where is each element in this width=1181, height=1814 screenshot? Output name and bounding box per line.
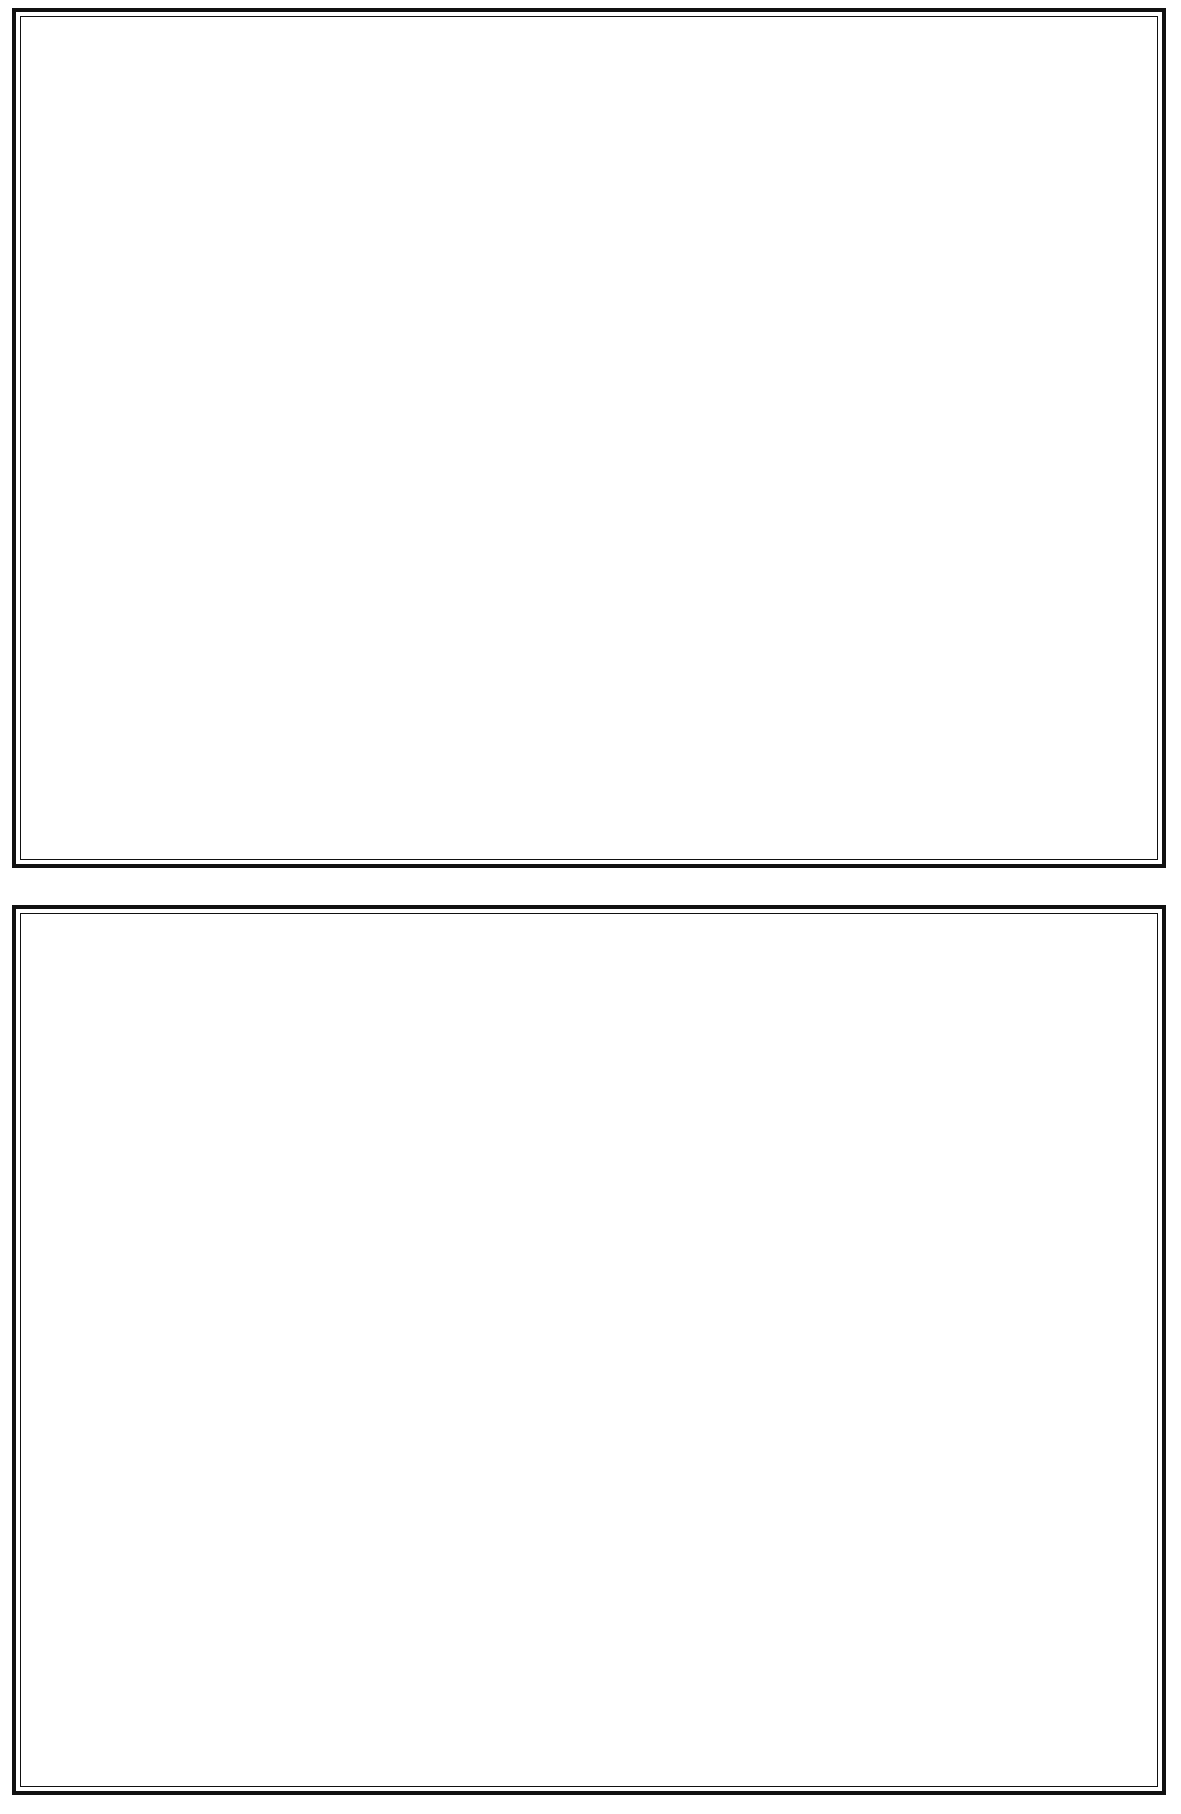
lower-columns (24, 917, 1154, 1783)
lower-page (12, 905, 1166, 1795)
upper-page (12, 8, 1166, 868)
upper-columns (24, 20, 1154, 856)
